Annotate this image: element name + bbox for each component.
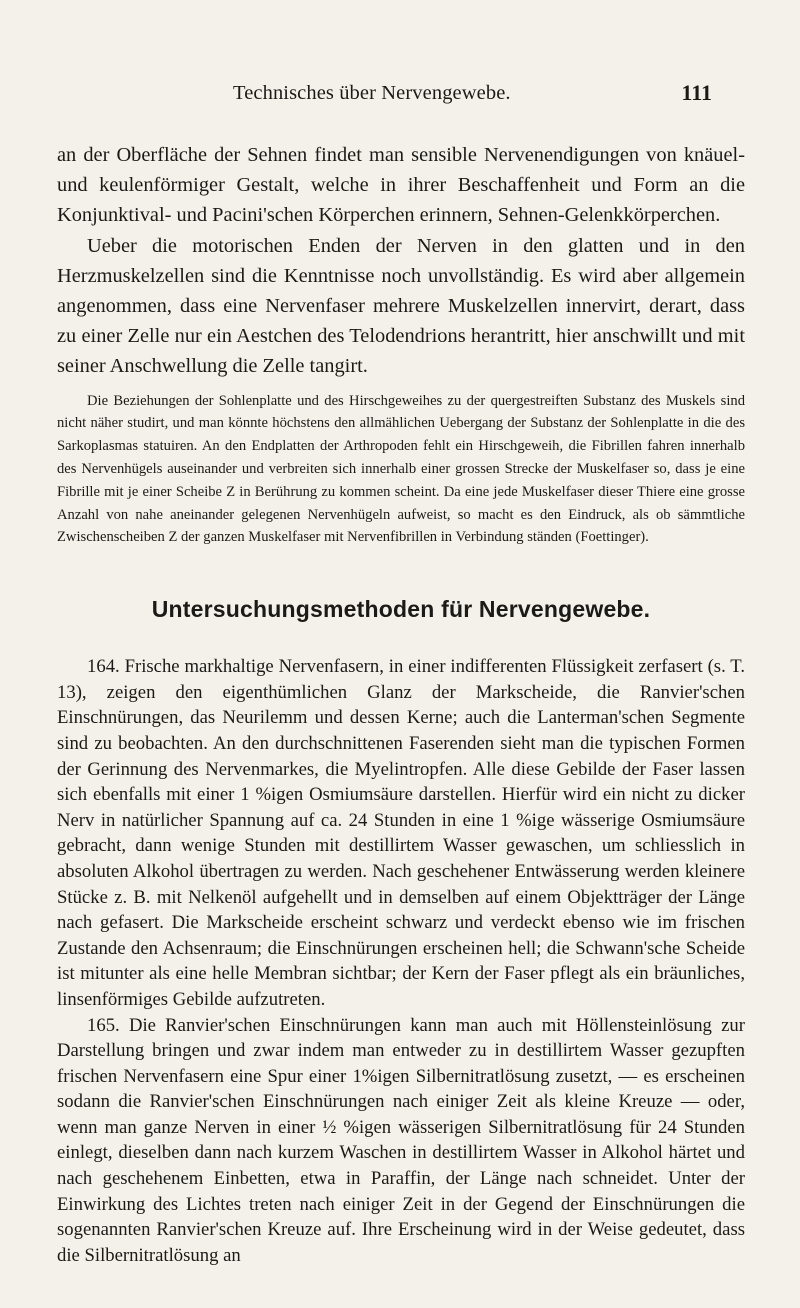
page-header (0, 82, 800, 110)
paragraph-165: 165. Die Ranvier'schen Einschnürungen kann man auch mit Höllensteinlösung zur Darstellung bringen und zwar indem man entweder zu in destillirtem Wasser gezupften frischen Nervenfasern eine Spur einer 1%igen Silbernitratlösung zusetzt, — es erscheinen sodann die Ranvier'schen Einschnürungen nach einiger Zeit als kleine Kreuze — oder, wenn man ganze Nerven in einer ½ %igen wässerigen Silbernitratlösung für 24 Stunden einlegt, dieselben dann nach kurzem Waschen in destillirtem Wasser in Alkohol härtet und nach geschehenem Einbetten, etwa in Paraffin, der Länge nach schneidet. Unter der Einwirkung des Lichtes treten nach einiger Zeit in der Gegend der Einschnürungen die sogenannten Ranvier'schen Kreuze auf. Ihre Erscheinung wird in der Weise gedeutet, dass die Silbernitratlösung an (57, 1014, 745, 1266)
section-heading: Untersuchungsmethoden für Nervengewebe. (151, 596, 651, 623)
running-title: Technisches über Nervengewebe. (233, 82, 511, 104)
paragraph-sehnen: an der Oberfläche der Sehnen findet man sensible Nervenendigungen von knäuel- und keulenförmiger Gestalt, welche in ihrer Beschaffenheit und Form an die Konjunktival- und Pacini'schen Körperchen erinnern, Sehnen-Gelenkkörperchen. (57, 144, 745, 227)
page-number: 111 (681, 80, 712, 105)
page-body (57, 140, 745, 1268)
paragraph-motorische-enden: Ueber die motorischen Enden der Nerven in den glatten und in den Herzmuskelzellen sind die Kenntnisse noch unvollständig. Es wird aber allgemein angenommen, dass eine Nervenfaser mehrere Muskelzellen innervirt, derart, dass zu einer Zelle nur ein Aestchen des Telodendrions herantritt, hier anschwillt und mit seiner Anschwellung die Zelle tangirt. (57, 234, 745, 378)
paragraph-small-print: Die Beziehungen der Sohlenplatte und des Hirschgeweihes zu der quergestreiften Substanz des Muskels sind nicht näher studirt, und man könnte höchstens den allmählichen Uebergang der Substanz der Sohlenplatte in die des Sarkoplasmas statuiren. An den Endplatten der Arthropoden fehlt ein Hirschgeweih, die Fibrillen fahren innerhalb des Nervenhügels auseinander und verbreiten sich innerhalb einer grossen Strecke der Muskelfaser so, dass je eine Fibrille mit je einer Scheibe Z in Berührung zu kommen scheint. Da eine jede Muskelfaser dieser Thiere eine grosse Anzahl von nahe aneinander gelegenen Nervenhügeln aufweist, so macht es den Eindruck, als ob sämmtliche Zwischenscheiben Z der ganzen Muskelfaser mit Nervenfibrillen in Verbindung ständen (Foettinger). (57, 392, 745, 546)
paragraph-164: 164. Frische markhaltige Nervenfasern, in einer indifferenten Flüssigkeit zerfasert (s. T. 13), zeigen den eigenthümlichen Glanz der Markscheide, die Ranvier'schen Einschnürungen, das Neurilemm und dessen Kerne; auch die Lanterman'schen Segmente sind zu beobachten. An den durchschnittenen Faserenden sieht man die typischen Formen der Gerinnung des Nervenmarkes, die Myelintropfen. Alle diese Gebilde der Faser lassen sich ebenfalls mit einer 1 %igen Osmiumsäure darstellen. Hierfür wird ein nicht zu dicker Nerv in natürlicher Spannung auf ca. 24 Stunden in eine 1 %ige wässerige Osmiumsäure gebracht, dann wenige Stunden mit destillirtem Wasser gewaschen, um schliesslich in absoluten Alkohol übertragen zu werden. Nach geschehener Entwässerung werden kleinere Stücke z. B. mit Nelkenöl aufgehellt und in demselben auf einem Objektträger der Länge nach gefasert. Die Markscheide erscheint schwarz und verdeckt ebenso wie im frischen Zustande den Achsenraum; die Einschnürungen erscheinen hell; die Schwann'sche Scheide ist mitunter als eine helle Membran sichtbar; der Kern der Faser pflegt als ein bräunliches, linsenförmiges Gebilde aufzutreten. (57, 656, 745, 1010)
